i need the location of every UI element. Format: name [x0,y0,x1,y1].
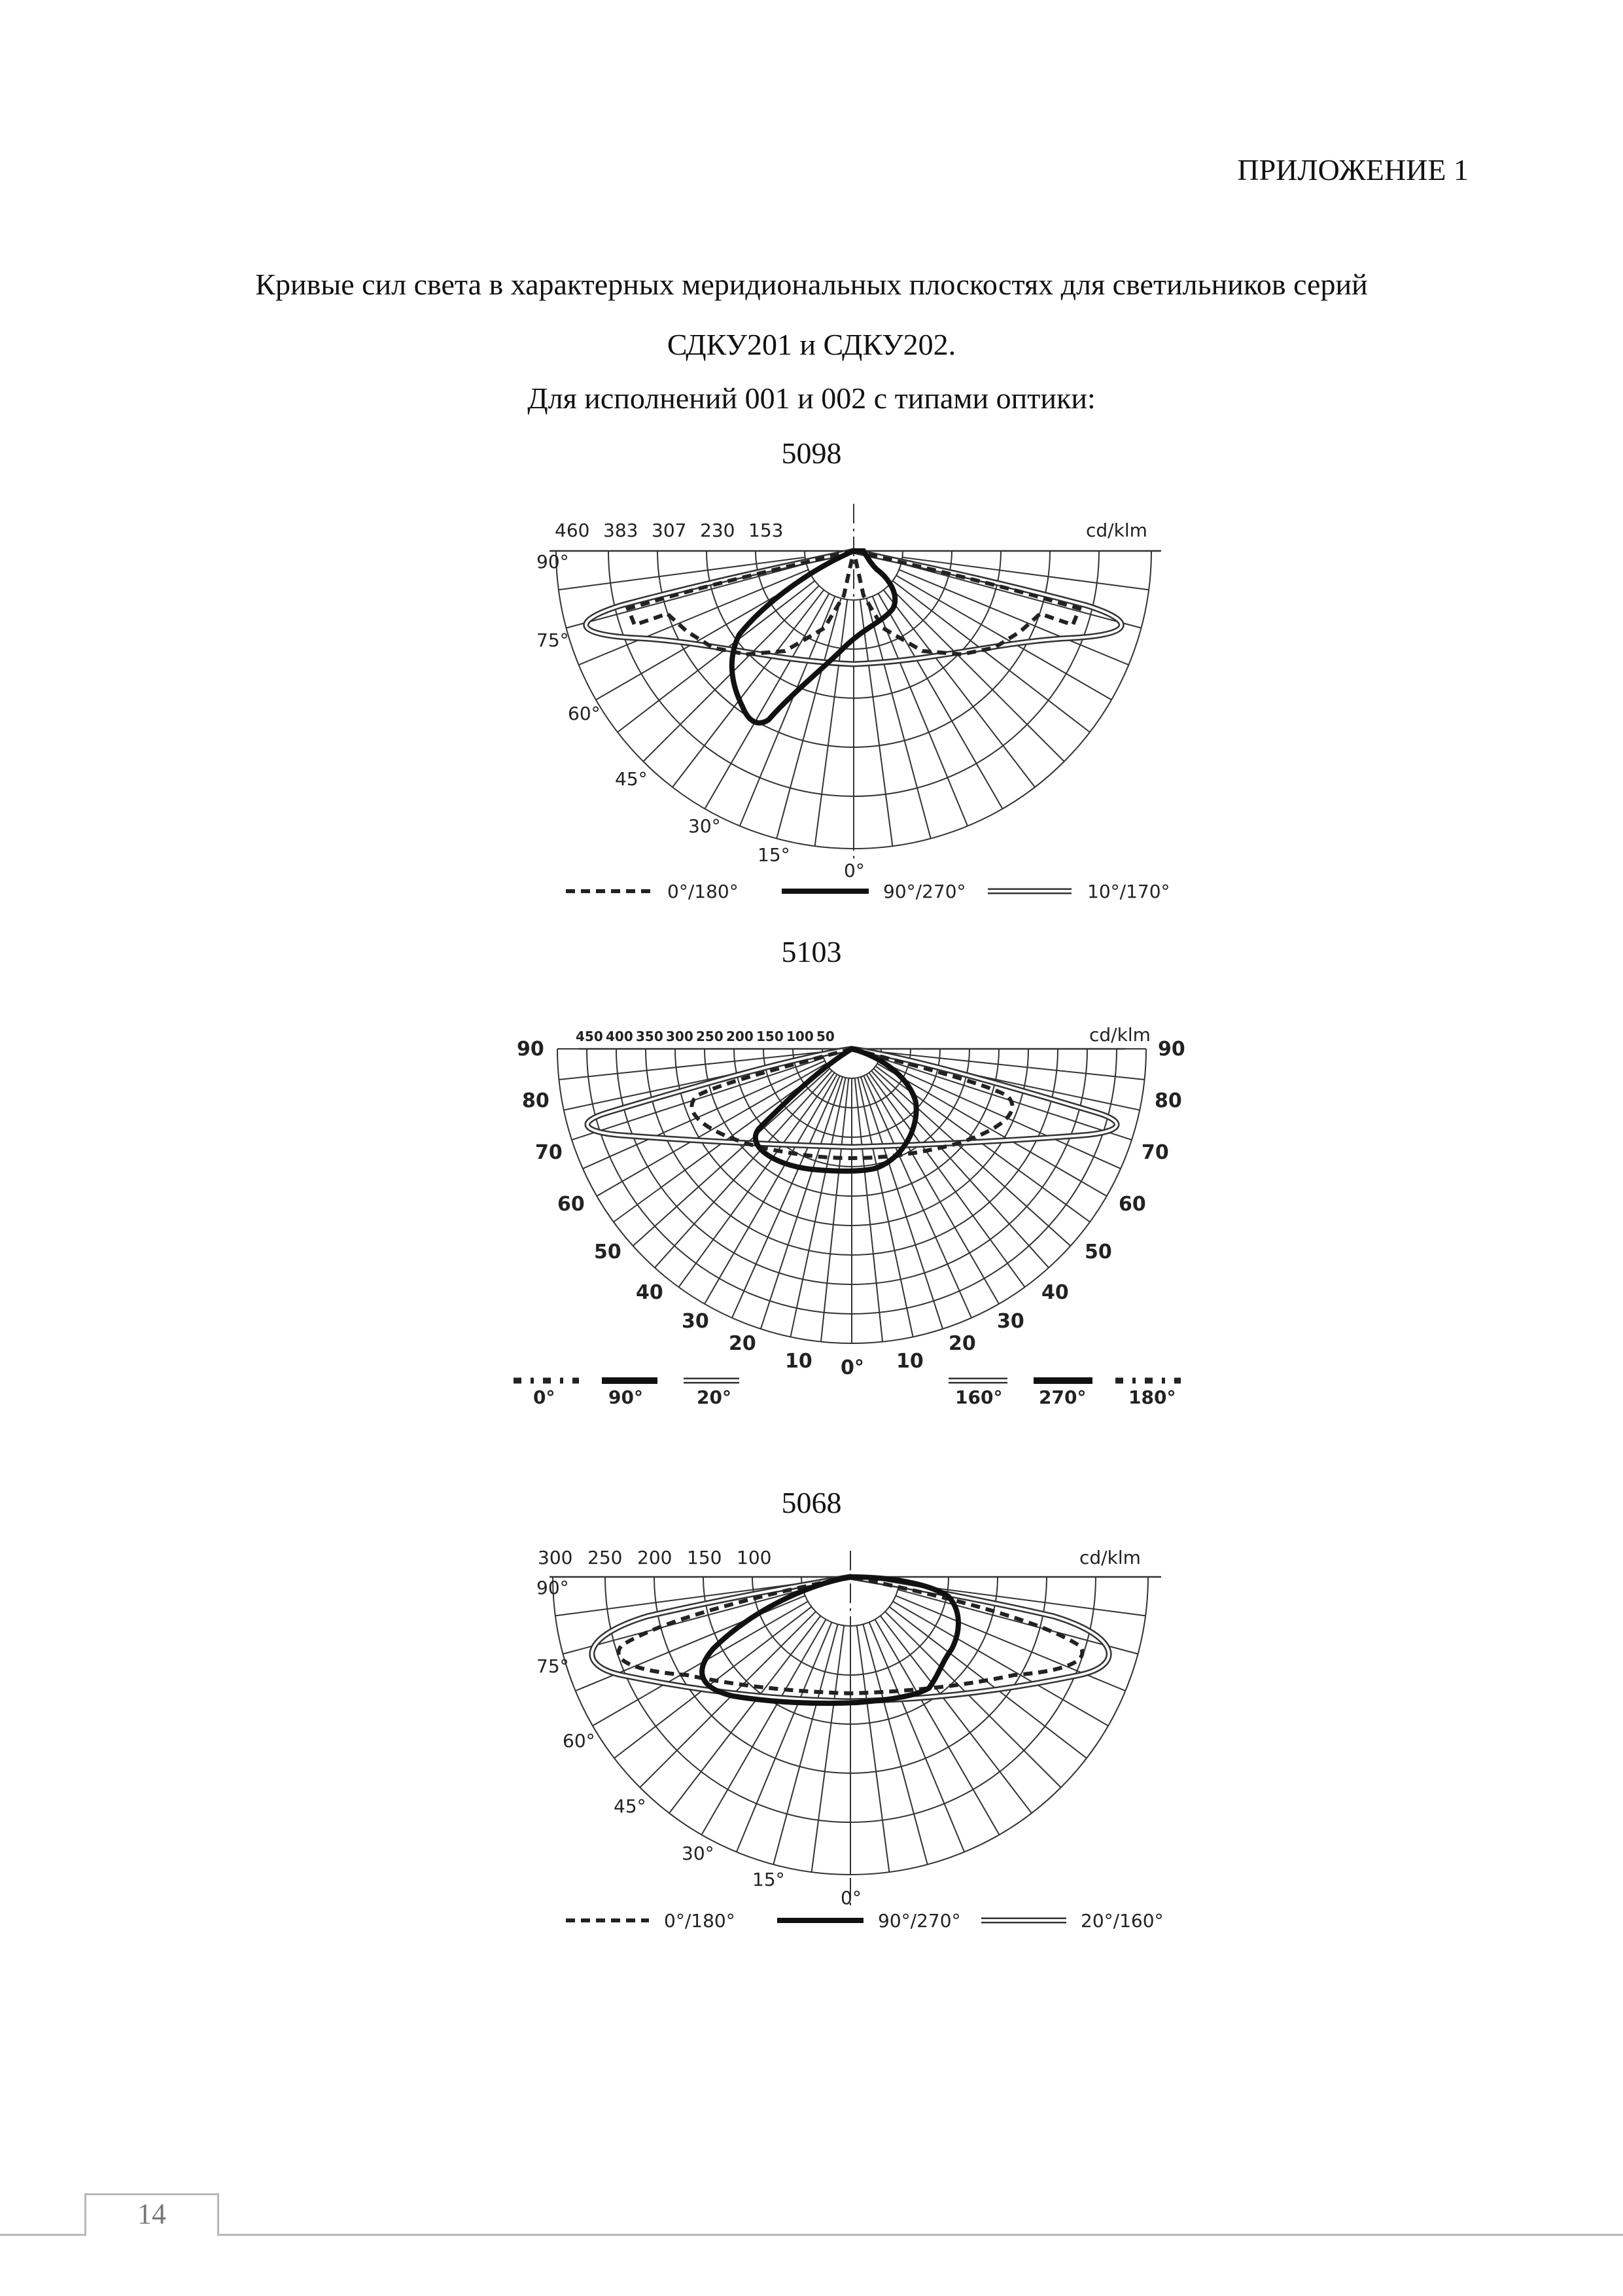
scale-label: 460 [555,520,590,541]
legend [514,1381,1181,1408]
polar-diagram-5068 [536,1544,1178,1937]
legend-label: 0°/180° [664,1910,735,1932]
grid-ray [579,570,809,665]
scale-label: 200 [637,1547,672,1568]
page-number: 14 [137,2198,166,2230]
angle-label: 0° [841,1887,862,1909]
angle-label: 30° [682,1843,714,1864]
legend-label: 20°/160° [1081,1910,1164,1932]
polar-diagram-5103 [510,1017,1191,1410]
optics-code-5098: 5098 [781,436,842,470]
legend-label: 90°/270° [878,1910,961,1932]
scale-label: 300 [666,1029,693,1044]
angle-label: 30 [997,1310,1024,1333]
scale-label: 100 [737,1547,772,1568]
scale-label: 50 [816,1029,835,1044]
unit-label: cd/klm [1079,1547,1141,1568]
grid-ray [855,1078,882,1342]
angle-label: 20 [949,1332,976,1355]
scale-label: 300 [538,1547,573,1568]
angle-label: 80 [522,1089,550,1112]
angle-label: 90° [536,1577,569,1598]
angle-label: 50 [594,1241,621,1263]
scale-label: 230 [700,520,735,541]
grid-ray [871,1070,1049,1267]
document-title-line-2: СДКУ201 и СДКУ202. [667,328,956,361]
zero-angle-label: 0° [841,1356,864,1379]
document-title-line-1: Кривые сил света в характерных меридиональных плоскостях для светильников серий [255,268,1368,301]
angle-label: 90 [1158,1038,1185,1061]
angle-label: 40 [636,1281,663,1304]
scale-label: 350 [636,1029,663,1044]
angle-label: 40 [1041,1281,1069,1304]
angle-label: 10 [785,1350,812,1373]
scale-labels [576,1024,1151,1046]
angle-label: 45° [614,1795,646,1817]
scale-label: 200 [726,1029,754,1044]
appendix-heading: ПРИЛОЖЕНИЕ 1 [1237,153,1469,186]
angle-label: 20 [729,1332,756,1355]
scale-label: 150 [756,1029,784,1044]
grid-ray [821,1078,848,1342]
angle-label: 90° [536,551,569,573]
angle-label: 15° [752,1869,785,1890]
polar-diagram-5098 [536,497,1178,916]
grid-ray [678,1072,834,1287]
angle-label: 30 [682,1310,709,1333]
angle-label: 60 [1119,1193,1146,1216]
scale-label: 450 [576,1029,603,1044]
angle-label: 60° [568,703,601,724]
grid-ray [576,1596,805,1691]
scale-label: 100 [786,1029,814,1044]
scale-label: 250 [696,1029,724,1044]
legend-label: 180° [1128,1386,1176,1408]
scale-label: 250 [587,1547,623,1568]
grid-ray [869,1622,964,1852]
legend-label: 20° [697,1386,731,1408]
grid-ray [737,1622,831,1852]
angle-label: 80 [1155,1089,1182,1112]
optics-code-5068: 5068 [781,1486,842,1519]
grid-ray [869,1072,1024,1287]
angle-label: 90 [517,1038,544,1061]
grid-ray [732,1076,840,1318]
angle-label: 15° [758,844,790,866]
angle-label: 45° [615,768,648,790]
unit-label: cd/klm [1086,520,1147,541]
legend-label: 10°/170° [1087,881,1170,902]
angle-label: 60° [563,1730,595,1752]
scale-label: 153 [748,520,784,541]
scale-label: 150 [687,1547,722,1568]
legend-label: 90° [608,1386,643,1408]
legend-label: 160° [955,1386,1003,1408]
document-subtitle: Для исполнений 001 и 002 с типами оптики: [527,381,1096,415]
grid-ray [858,1078,913,1337]
footer-rule [0,2234,1623,2236]
grid-ray [888,586,1064,762]
angle-label: 0° [844,860,865,881]
scale-label: 307 [652,520,687,541]
grid-ray [899,570,1128,665]
scale-labels [555,520,1147,541]
scale-label: 400 [606,1029,633,1044]
grid-ray [861,1077,943,1329]
optics-code-5103: 5103 [781,935,842,968]
grid-ray [790,1078,845,1337]
angle-label: 60 [557,1193,585,1216]
legend-label: 90°/270° [883,881,966,902]
legend-label: 0°/180° [667,881,739,902]
angle-label: 10 [896,1350,924,1373]
angle-label: 70 [1142,1141,1169,1164]
angle-label: 75° [536,1655,569,1677]
angle-label: 75° [536,629,569,651]
scale-labels [538,1547,1141,1568]
legend [566,881,1170,902]
angle-label: 30° [688,815,721,837]
angle-label: 50 [1085,1241,1112,1263]
legend-label: 0° [533,1386,555,1408]
legend [566,1910,1164,1932]
legend-label: 270° [1039,1386,1087,1408]
scale-label: 383 [603,520,638,541]
angle-label: 70 [535,1141,563,1164]
unit-label: cd/klm [1089,1024,1151,1046]
